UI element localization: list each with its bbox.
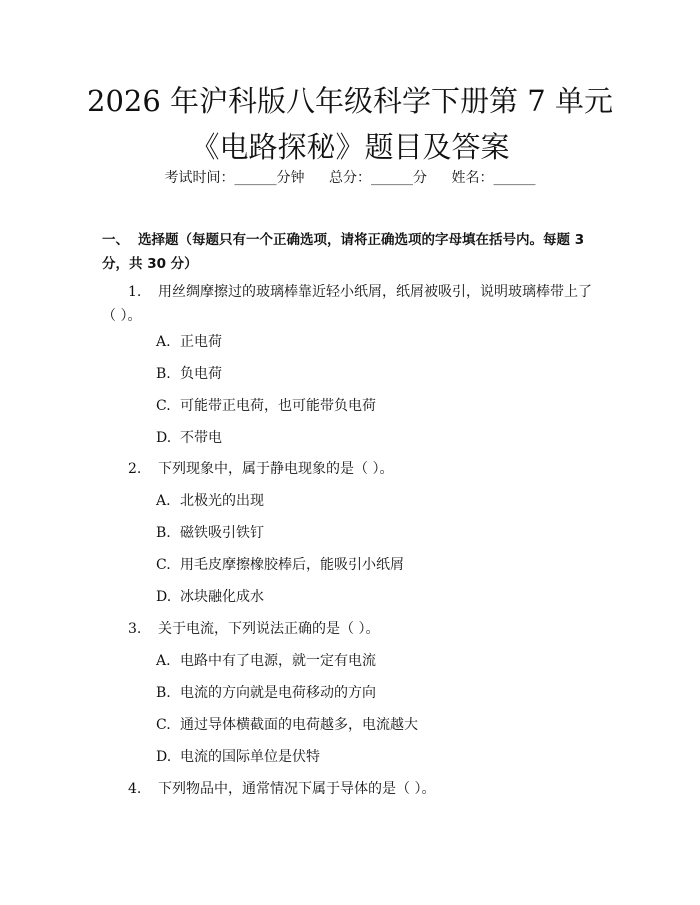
option-1c bbox=[156, 394, 376, 418]
option-letter: D. bbox=[156, 589, 172, 605]
option-3a bbox=[156, 649, 376, 673]
exam-info bbox=[0, 164, 700, 192]
question-2 bbox=[102, 457, 602, 481]
option-text: 电流的方向就是电荷移动的方向 bbox=[180, 685, 376, 701]
option-1a bbox=[156, 330, 222, 354]
option-2a bbox=[156, 489, 264, 513]
option-letter: A. bbox=[156, 653, 171, 669]
question-4 bbox=[102, 777, 602, 801]
question-number: 3. bbox=[128, 621, 142, 637]
option-3b bbox=[156, 681, 376, 705]
question-text: 用丝绸摩擦过的玻璃棒靠近轻小纸屑，纸屑被吸引，说明玻璃棒带上了（ ）。 bbox=[102, 284, 592, 324]
question-number: 2. bbox=[128, 461, 142, 477]
option-text: 正电荷 bbox=[180, 334, 222, 350]
question-text: 下列现象中，属于静电现象的是（ ）。 bbox=[158, 461, 394, 477]
question-1 bbox=[102, 280, 602, 328]
student-name: 姓名：______ bbox=[451, 170, 536, 186]
option-letter: A. bbox=[156, 334, 171, 350]
option-text: 通过导体横截面的电荷越多，电流越大 bbox=[180, 717, 418, 733]
option-1d bbox=[156, 426, 222, 450]
section-heading bbox=[102, 228, 602, 276]
option-text: 电流的国际单位是伏特 bbox=[180, 749, 320, 765]
option-2c bbox=[156, 553, 404, 577]
question-number: 1. bbox=[128, 284, 142, 300]
document-title: 2026 年沪科版八年级科学下册第 7 单元《电路探秘》题目及答案 bbox=[87, 84, 613, 164]
section-number: 一、 bbox=[102, 232, 129, 248]
option-1b bbox=[156, 362, 222, 386]
option-letter: C. bbox=[156, 717, 171, 733]
option-letter: B. bbox=[156, 366, 171, 382]
exam-time: 考试时间：______分钟 bbox=[164, 170, 305, 186]
option-letter: C. bbox=[156, 557, 171, 573]
option-text: 电路中有了电源，就一定有电流 bbox=[180, 653, 376, 669]
option-text: 用毛皮摩擦橡胶棒后，能吸引小纸屑 bbox=[180, 557, 404, 573]
section-title: 选择题（每题只有一个正确选项，请将正确选项的字母填在括号内。每题 3 分，共 30 分） bbox=[102, 232, 585, 272]
option-2d bbox=[156, 585, 264, 609]
option-letter: D. bbox=[156, 749, 172, 765]
option-letter: B. bbox=[156, 525, 171, 541]
option-letter: D. bbox=[156, 430, 172, 446]
option-3d bbox=[156, 745, 320, 769]
question-number: 4. bbox=[128, 781, 142, 797]
option-text: 冰块融化成水 bbox=[180, 589, 264, 605]
option-text: 磁铁吸引铁钉 bbox=[180, 525, 264, 541]
option-letter: B. bbox=[156, 685, 171, 701]
option-text: 可能带正电荷，也可能带负电荷 bbox=[180, 398, 376, 414]
option-3c bbox=[156, 713, 418, 737]
option-letter: C. bbox=[156, 398, 171, 414]
total-score: 总分：______分 bbox=[329, 170, 427, 186]
question-text: 关于电流，下列说法正确的是（ ）。 bbox=[158, 621, 380, 637]
option-text: 北极光的出现 bbox=[180, 493, 264, 509]
option-text: 负电荷 bbox=[180, 366, 222, 382]
option-2b bbox=[156, 521, 264, 545]
question-3 bbox=[102, 617, 602, 641]
option-letter: A. bbox=[156, 493, 171, 509]
question-text: 下列物品中，通常情况下属于导体的是（ ）。 bbox=[158, 781, 436, 797]
option-text: 不带电 bbox=[180, 430, 222, 446]
